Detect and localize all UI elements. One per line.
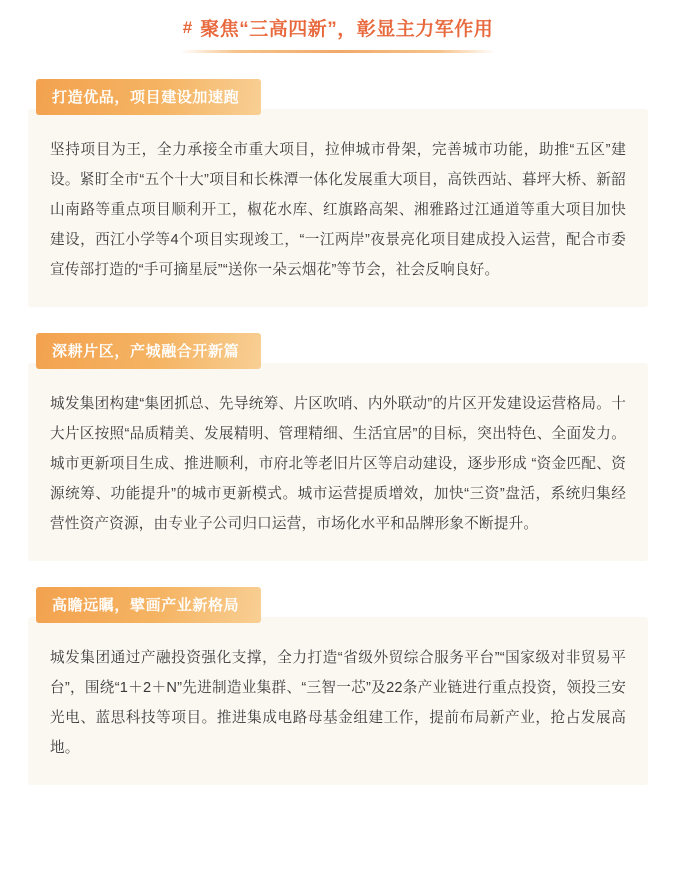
section-2 (28, 333, 648, 561)
section-3-tag: 高瞻远瞩，擘画产业新格局 (36, 587, 261, 623)
section-1 (28, 79, 648, 307)
section-1-text: 坚持项目为王，全力承接全市重大项目，拉伸城市骨架，完善城市功能，助推“五区”建设。紧盯全市“五个十大”项目和长株潭一体化发展重大项目，高铁西站、暮坪大桥、新韶山南路等重点项目顺利开工，椒花水库、红旗路高架、湘雅路过江通道等重大项目加快建设，西江小学等4个项目实现竣工，“一江两岸”夜景亮化项目建成投入运营，配合市委宣传部打造的“手可摘星辰”“送你一朵云烟花”等节会，社会反响良好。 (50, 142, 626, 278)
page-header (28, 0, 648, 53)
header-title-row (183, 14, 493, 41)
section-2-tag: 深耕片区，产城融合开新篇 (36, 333, 261, 369)
section-2-text: 城发集团构建“集团抓总、先导统筹、片区吹哨、内外联动”的片区开发建设运营格局。十大片区按照“品质精美、发展精明、管理精细、生活宜居”的目标，突出特色、全面发力。城市更新项目生成、推进顺利，市府北等老旧片区等启动建设，逐步形成 “资金匹配、资源统筹、功能提升”的城市更新模式。城市运营提质增效，加快“三资”盘活，系统归集经营性资产资源，由专业子公司归口运营，市场化水平和品牌形象不断提升。 (50, 396, 626, 532)
page-title: 聚焦“三高四新”，彰显主力军作用 (200, 19, 494, 40)
header-divider (180, 50, 496, 53)
section-3-body (28, 617, 648, 785)
hash-icon: # (182, 18, 193, 37)
section-3 (28, 587, 648, 785)
section-1-tag: 打造优品，项目建设加速跑 (36, 79, 261, 115)
section-1-body (28, 109, 648, 307)
section-2-body (28, 363, 648, 561)
section-3-text: 城发集团通过产融投资强化支撑，全力打造“省级外贸综合服务平台”“国家级对非贸易平台”，围绕“1＋2＋N”先进制造业集群、“三智一芯”及22条产业链进行重点投资，领投三安光电、蓝思科技等项目。推进集成电路母基金组建工作，提前布局新产业，抢占发展高地。 (50, 650, 626, 756)
